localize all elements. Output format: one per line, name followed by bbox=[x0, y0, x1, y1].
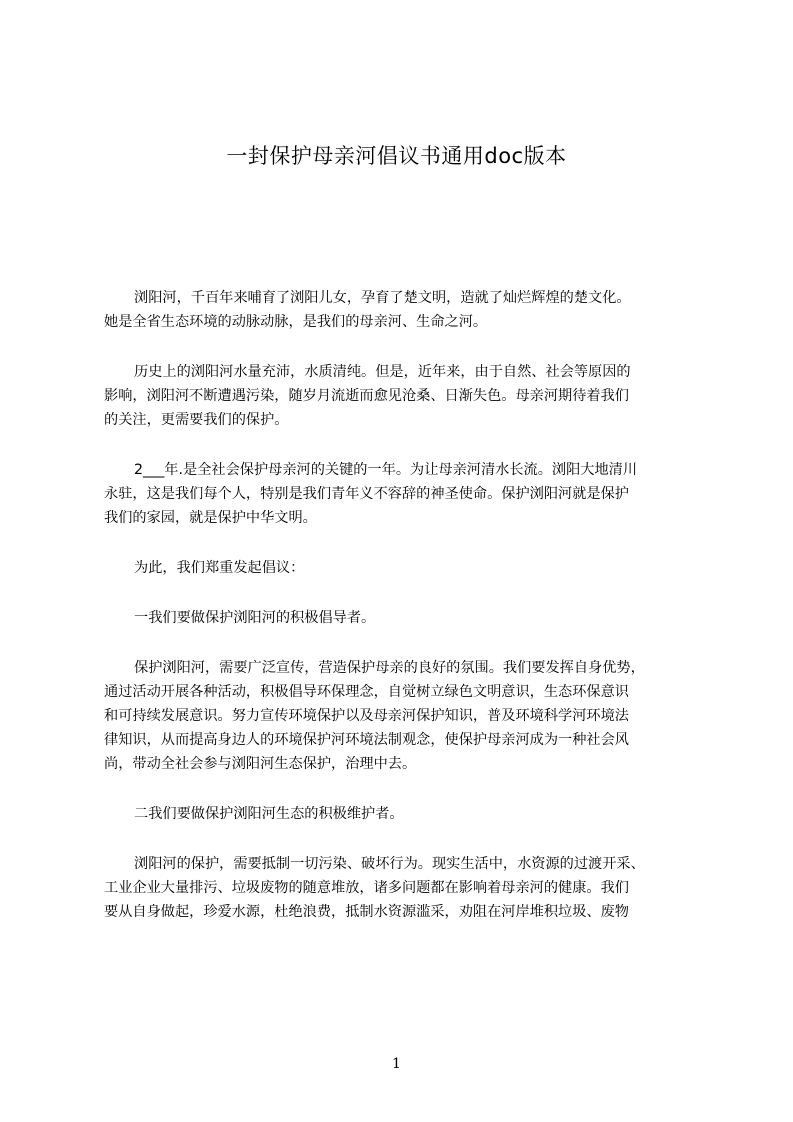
paragraph-line: 她是全省生态环境的动脉动脉，是我们的母亲河、生命之河。 bbox=[104, 314, 488, 330]
paragraph-line: 和可持续发展意识。努力宣传环境保护以及母亲河保护知识，普及环境科学河环境法 bbox=[104, 708, 629, 724]
paragraph-line: 我们的家园，就是保护中华文明。 bbox=[104, 510, 317, 526]
paragraph-line: 2___年.是全社会保护母亲河的关键的一年。为让母亲河清水长流。浏阳大地清川 bbox=[134, 462, 638, 478]
document-body bbox=[104, 286, 708, 950]
paragraph-line: 影响，浏阳河不断遭遇污染，随岁月流逝而愈见沧桑、日渐失色。母亲河期待着我们 bbox=[104, 388, 629, 404]
paragraph-line: 保护浏阳河，需要广泛宣传，营造保护母亲的良好的氛围。我们要发挥自身优势， bbox=[134, 660, 645, 676]
paragraph-intro bbox=[104, 286, 708, 334]
paragraph-proposal-intro bbox=[104, 556, 708, 580]
paragraph-advocate bbox=[104, 656, 708, 776]
section-heading-protector bbox=[104, 802, 708, 826]
document-title: 一封保护母亲河倡议书通用doc版本 bbox=[226, 144, 567, 168]
paragraph-line: 一我们要做保护浏阳河的积极倡导者。 bbox=[134, 610, 376, 626]
paragraph-line: 永驻，这是我们每个人，特别是我们青年义不容辞的神圣使命。保护浏阳河就是保护 bbox=[104, 486, 629, 502]
paragraph-line: 为此，我们郑重发起倡议： bbox=[134, 560, 305, 576]
paragraph-line: 浏阳河的保护，需要抵制一切污染、破坏行为。现实生活中，水资源的过渡开采、 bbox=[134, 856, 645, 872]
paragraph-key-year bbox=[104, 458, 708, 530]
paragraph-line: 通过活动开展各种活动，积极倡导环保理念，自觉树立绿色文明意识，生态环保意识 bbox=[104, 684, 629, 700]
paragraph-line: 的关注，更需要我们的保护。 bbox=[104, 412, 289, 428]
section-heading-advocate bbox=[104, 606, 708, 630]
paragraph-line: 要从自身做起，珍爱水源，杜绝浪费，抵制水资源滥采，劝阻在河岸堆积垃圾、废物 bbox=[104, 904, 629, 920]
page-number: 1 bbox=[392, 1056, 401, 1072]
paragraph-protector bbox=[104, 852, 708, 924]
paragraph-line: 工业企业大量排污、垃圾废物的随意堆放，诸多问题都在影响着母亲河的健康。我们 bbox=[104, 880, 629, 896]
paragraph-line: 律知识，从而提高身边人的环境保护河环境法制观念，使保护母亲河成为一种社会风 bbox=[104, 732, 629, 748]
paragraph-line: 尚，带动全社会参与浏阳河生态保护，治理中去。 bbox=[104, 756, 417, 772]
paragraph-history bbox=[104, 360, 708, 432]
paragraph-line: 二我们要做保护浏阳河生态的积极维护者。 bbox=[134, 806, 404, 822]
paragraph-line: 历史上的浏阳河水量充沛，水质清纯。但是，近年来，由于自然、社会等原因的 bbox=[134, 364, 631, 380]
paragraph-line: 浏阳河，千百年来哺育了浏阳儿女，孕育了楚文明，造就了灿烂辉煌的楚文化。 bbox=[134, 290, 631, 306]
